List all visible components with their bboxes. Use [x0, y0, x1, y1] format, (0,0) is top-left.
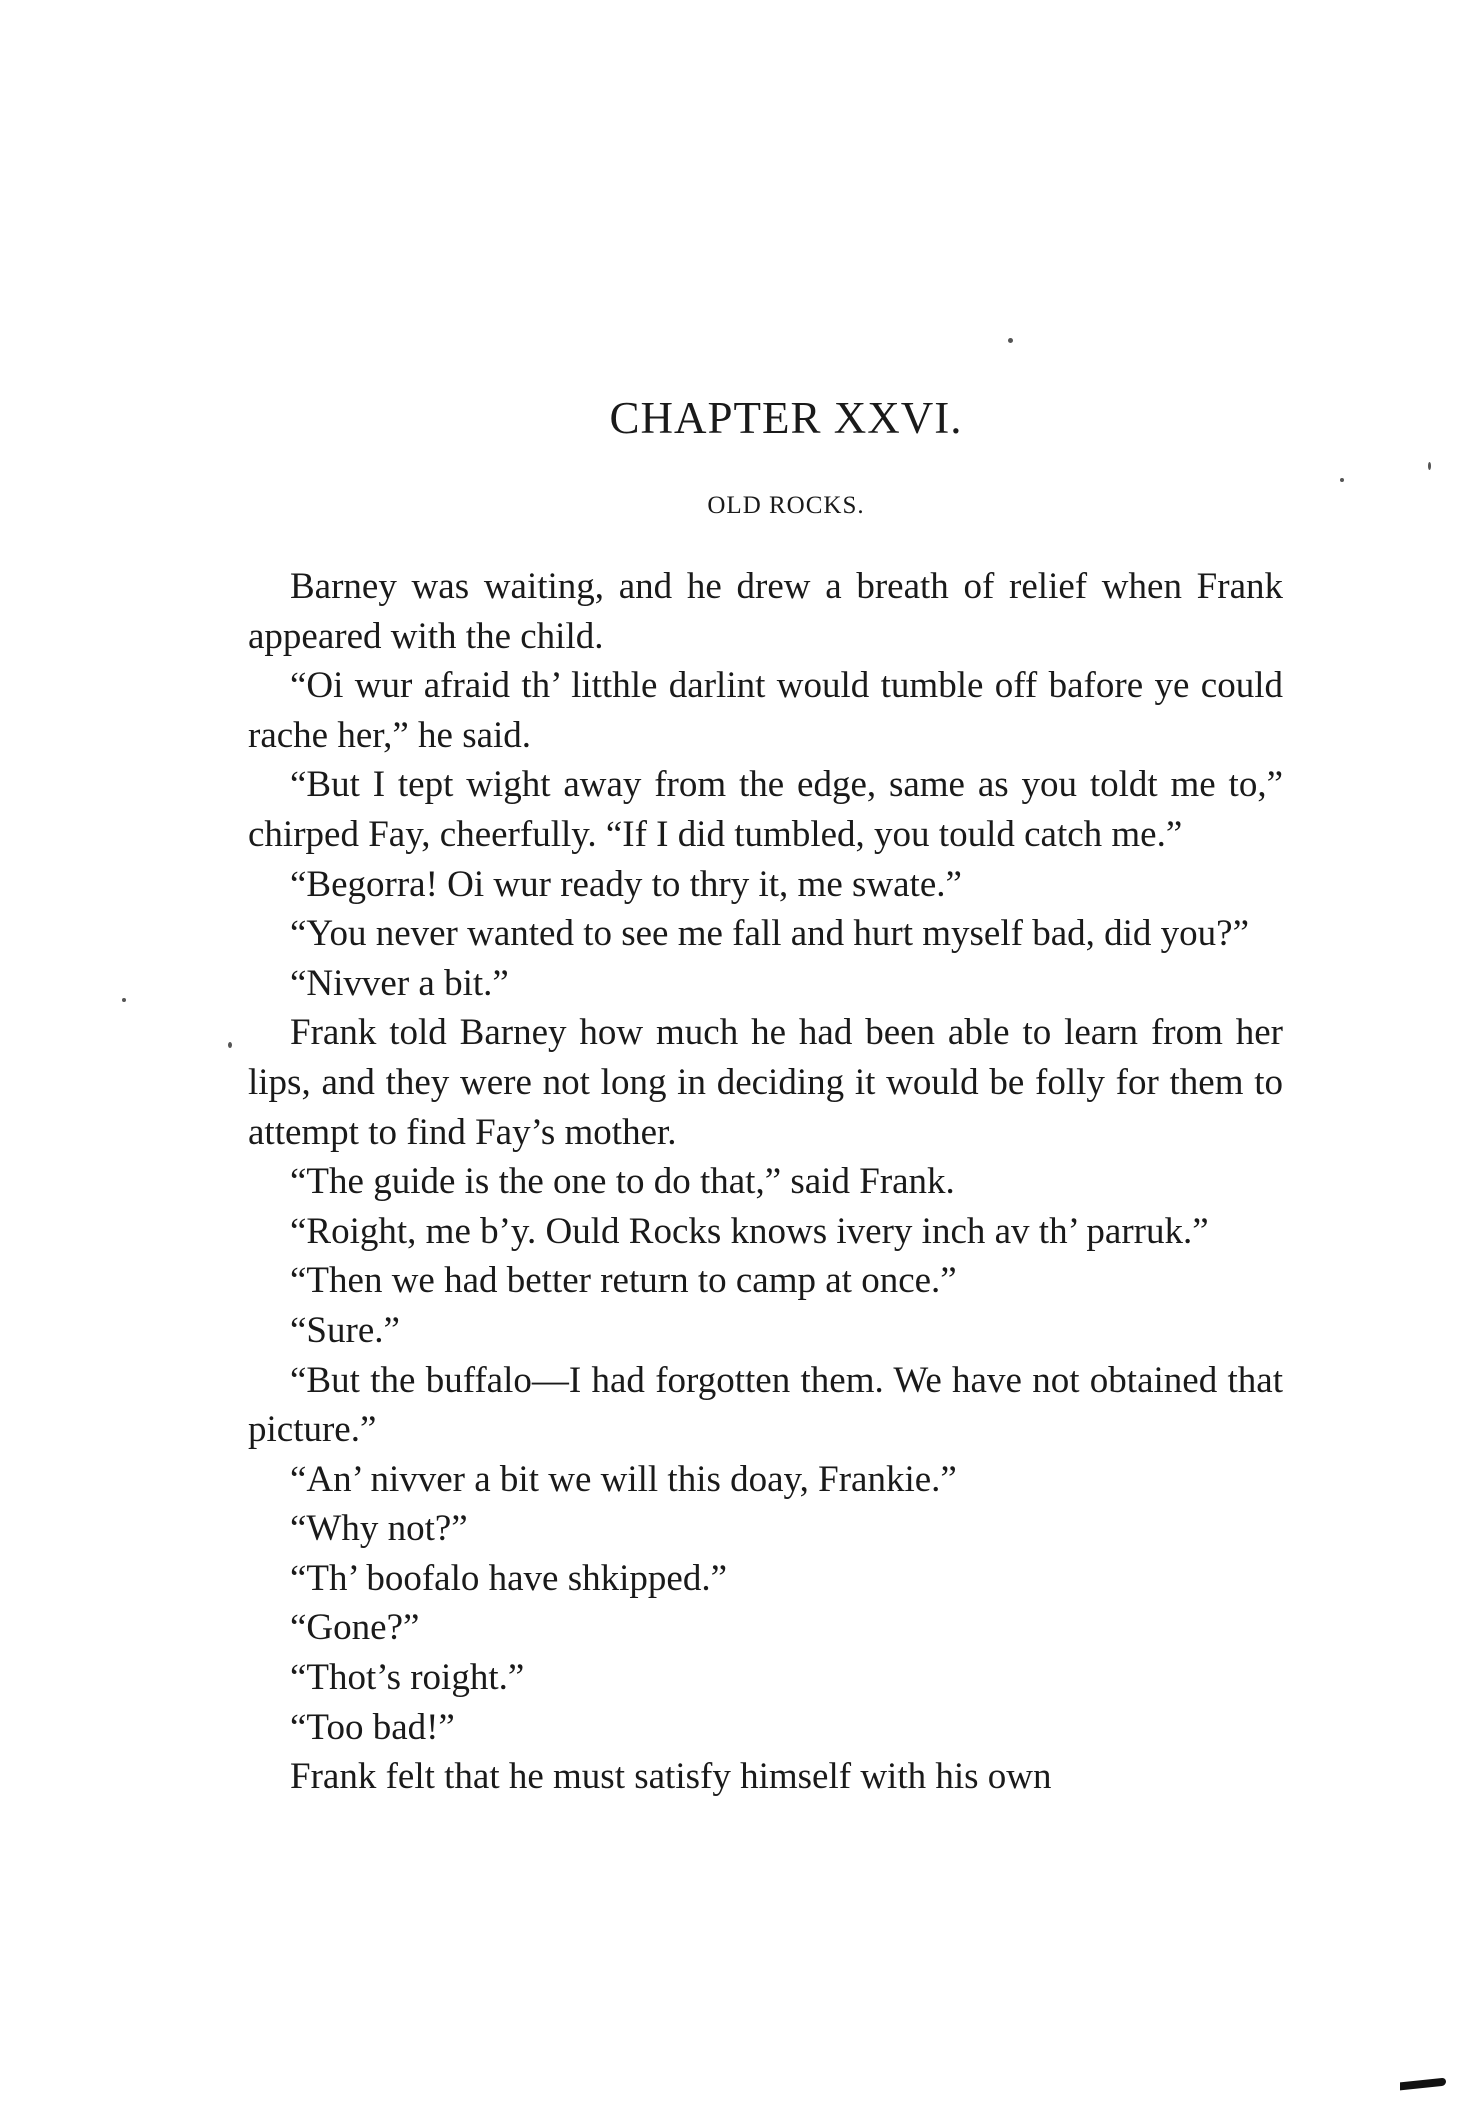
scan-speck	[1340, 478, 1344, 482]
paragraph: “An’ nivver a bit we will this doay, Frankie.”	[290, 1458, 957, 1500]
paragraph: Frank told Barney how much he had been able to learn from her lips, and they were not long in deciding it would be folly for them to attempt to find Fay’s mother.	[248, 1012, 1283, 1153]
paragraph: “But I tept wight away from the edge, same as you toldt me to,” chirped Fay, cheerfully. “If I did tumbled, you tould catch me.”	[248, 764, 1283, 855]
paragraph: “Then we had better return to camp at once.”	[290, 1260, 957, 1302]
paragraph: “Th’ boofalo have shkipped.”	[290, 1557, 727, 1599]
chapter-body	[248, 562, 1283, 1802]
paragraph: “But the buffalo—I had forgotten them. We have not obtained that picture.”	[248, 1359, 1283, 1451]
paragraph: “Why not?”	[290, 1508, 468, 1550]
paragraph: “The guide is the one to do that,” said Frank.	[290, 1161, 955, 1203]
paragraph: “Begorra! Oi wur ready to thry it, me swate.”	[290, 863, 962, 905]
paragraph: “Oi wur afraid th’ litthle darlint would tumble off bafore ye could rache her,” he said.	[248, 665, 1283, 756]
paragraph: “You never wanted to see me fall and hurt myself bad, did you?”	[290, 913, 1250, 955]
scan-speck	[122, 998, 126, 1002]
paragraph: “Nivver a bit.”	[290, 962, 509, 1004]
paragraph: “Roight, me b’y. Ould Rocks knows ivery inch av th’ parruk.”	[290, 1210, 1209, 1252]
chapter-title: CHAPTER XXVI.	[609, 393, 963, 443]
chapter-subtitle: OLD ROCKS.	[707, 492, 865, 519]
paragraph: “Thot’s roight.”	[290, 1657, 525, 1699]
page-edge-mark	[1400, 2078, 1446, 2091]
scan-speck	[1428, 462, 1431, 470]
paragraph: Frank felt that he must satisfy himself with his own	[290, 1756, 1052, 1798]
paragraph: “Gone?”	[290, 1607, 420, 1649]
scan-speck	[228, 1042, 232, 1048]
paragraph: “Sure.”	[290, 1309, 400, 1351]
scan-speck	[1008, 338, 1013, 343]
paragraph: “Too bad!”	[290, 1706, 455, 1748]
paragraph: Barney was waiting, and he drew a breath of relief when Frank appeared with the child.	[248, 566, 1283, 657]
